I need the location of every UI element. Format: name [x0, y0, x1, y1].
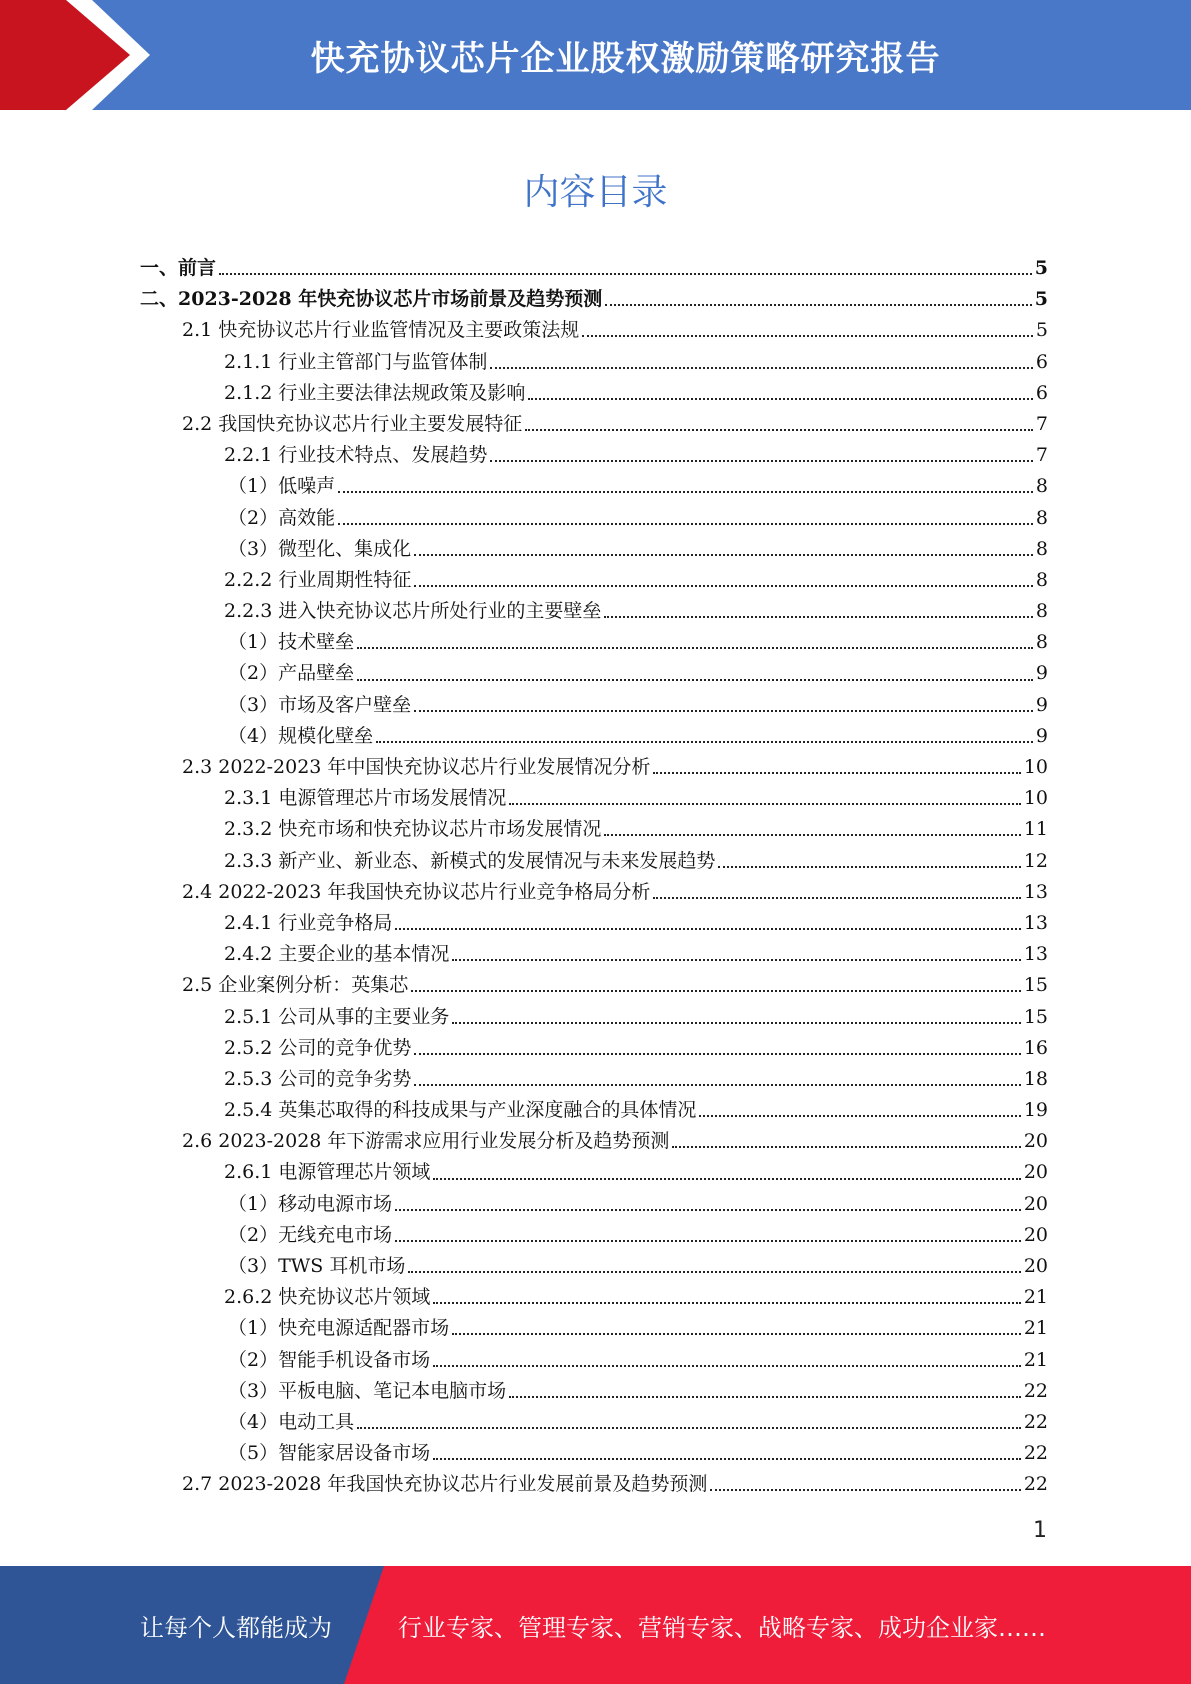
toc-entry-title: 2.3.2 快充市场和快充协议芯片市场发展情况	[224, 818, 602, 841]
toc-leader-dots	[582, 334, 1033, 337]
toc-leader-dots	[433, 1177, 1020, 1180]
toc-entry[interactable]	[140, 1282, 1048, 1313]
toc-entry[interactable]	[140, 378, 1048, 409]
toc-entry-title: 2.1 快充协议芯片行业监管情况及主要政策法规	[182, 319, 580, 342]
toc-entry-title: 2.5.2 公司的竞争优势	[224, 1036, 412, 1059]
toc-entry-page: 15	[1023, 1005, 1048, 1028]
toc-entry-page: 10	[1023, 787, 1048, 810]
toc-leader-dots	[357, 1426, 1021, 1429]
toc-entry[interactable]	[140, 1313, 1048, 1344]
toc-entry-title: 2.1.2 行业主要法律法规政策及影响	[224, 381, 526, 404]
toc-entry-title: （2）高效能	[228, 506, 336, 529]
toc-leader-dots	[490, 459, 1033, 462]
toc-entry[interactable]	[140, 596, 1048, 627]
toc-entry-page: 6	[1035, 350, 1048, 373]
footer-slogan-left: 让每个人都能成为	[140, 1613, 332, 1642]
toc-entry-title: （1）技术壁垒	[228, 631, 355, 654]
toc-entry-title: 2.4.1 行业竞争格局	[224, 911, 393, 934]
toc-entry[interactable]	[140, 315, 1048, 346]
footer-slogan-right: 行业专家、管理专家、营销专家、战略专家、成功企业家……	[398, 1613, 1046, 1642]
toc-leader-dots	[414, 553, 1033, 556]
toc-entry-page: 21	[1023, 1317, 1048, 1340]
toc-entry-page: 8	[1035, 600, 1048, 623]
toc-entry[interactable]	[140, 1157, 1048, 1188]
toc-entry-title: （4）电动工具	[228, 1410, 355, 1433]
toc-entry-title: 2.4 2022-2023 年我国快充协议芯片行业竞争格局分析	[182, 880, 651, 903]
toc-leader-dots	[414, 709, 1033, 712]
toc-leader-dots	[490, 366, 1033, 369]
toc-entry-page: 11	[1023, 818, 1048, 841]
toc-entry[interactable]	[140, 721, 1048, 752]
toc-entry[interactable]	[140, 440, 1048, 471]
toc-leader-dots	[718, 865, 1020, 868]
header-arrow-decoration	[0, 0, 150, 110]
toc-entry[interactable]	[140, 627, 1048, 658]
toc-entry-title: 2.5 企业案例分析：英集芯	[182, 974, 409, 997]
toc-leader-dots	[604, 615, 1033, 618]
toc-leader-dots	[452, 958, 1020, 961]
toc-leader-dots	[395, 1239, 1021, 1242]
toc-entry[interactable]	[140, 658, 1048, 689]
toc-entry-title: 2.6 2023-2028 年下游需求应用行业发展分析及趋势预测	[182, 1130, 670, 1153]
toc-leader-dots	[219, 272, 1032, 275]
toc-leader-dots	[414, 1083, 1020, 1086]
toc-leader-dots	[414, 1052, 1020, 1055]
toc-entry[interactable]	[140, 1126, 1048, 1157]
toc-entry-title: 2.3.1 电源管理芯片市场发展情况	[224, 787, 507, 810]
toc-entry[interactable]	[140, 284, 1048, 315]
toc-leader-dots	[605, 303, 1032, 306]
toc-entry-page: 9	[1035, 662, 1048, 685]
toc-entry[interactable]	[140, 939, 1048, 970]
toc-entry-title: 二、2023-2028 年快充协议芯片市场前景及趋势预测	[140, 288, 603, 311]
toc-entry-title: （3）微型化、集成化	[228, 537, 412, 560]
toc-entry-title: （2）产品壁垒	[228, 662, 355, 685]
toc-entry-page: 15	[1023, 974, 1048, 997]
toc-entry-title: （1）低噪声	[228, 475, 336, 498]
toc-entry-page: 5	[1035, 319, 1048, 342]
toc-entry-page: 22	[1023, 1379, 1048, 1402]
toc-entry-page: 20	[1023, 1255, 1048, 1277]
toc-entry-page: 20	[1023, 1192, 1048, 1215]
toc-leader-dots	[653, 771, 1020, 774]
toc-entry[interactable]	[140, 690, 1048, 721]
toc-entry[interactable]	[140, 1220, 1048, 1251]
toc-entry[interactable]	[140, 752, 1048, 783]
toc-entry-page: 12	[1023, 849, 1048, 872]
toc-entry[interactable]	[140, 1189, 1048, 1220]
toc-entry-page: 8	[1035, 631, 1048, 654]
toc-entry-title: （2）无线充电市场	[228, 1223, 393, 1246]
toc-entry[interactable]	[140, 908, 1048, 939]
toc-entry-page: 22	[1023, 1410, 1048, 1433]
toc-entry[interactable]	[140, 1407, 1048, 1438]
toc-entry-page: 9	[1035, 693, 1048, 716]
toc-entry[interactable]	[140, 1469, 1048, 1500]
toc-entry[interactable]	[140, 877, 1048, 908]
toc-entry[interactable]	[140, 1095, 1048, 1126]
toc-entry-title: （4）规模化壁垒	[228, 724, 374, 747]
toc-entry-page: 13	[1023, 911, 1048, 934]
toc-entry[interactable]	[140, 409, 1048, 440]
toc-leader-dots	[525, 428, 1033, 431]
report-title: 快充协议芯片企业股权激励策略研究报告	[310, 38, 941, 79]
toc-entry-title: （2）智能手机设备市场	[228, 1348, 431, 1371]
toc-entry-title: 2.3 2022-2023 年中国快充协议芯片行业发展情况分析	[182, 756, 651, 778]
toc-entry[interactable]	[140, 347, 1048, 378]
toc-entry-page: 8	[1035, 475, 1048, 498]
toc-leader-dots	[509, 1395, 1021, 1398]
toc-leader-dots	[338, 490, 1033, 493]
toc-entry-title: 2.3.3 新产业、新业态、新模式的发展情况与未来发展趋势	[224, 849, 716, 872]
toc-entry-page: 13	[1023, 880, 1048, 903]
toc-entry[interactable]	[140, 814, 1048, 845]
toc-entry-page: 8	[1035, 537, 1048, 560]
toc-leader-dots	[653, 896, 1020, 899]
toc-entry-title: 2.4.2 主要企业的基本情况	[224, 943, 450, 966]
toc-entry-page: 21	[1023, 1348, 1048, 1371]
toc-leader-dots	[338, 522, 1033, 525]
toc-entry-page: 19	[1023, 1099, 1048, 1122]
toc-leader-dots	[376, 740, 1033, 743]
toc-entry[interactable]	[140, 534, 1048, 565]
toc-leader-dots	[433, 1457, 1021, 1460]
toc-entry-title: 2.1.1 行业主管部门与监管体制	[224, 350, 488, 373]
toc-entry[interactable]	[140, 253, 1048, 284]
toc-entry-page: 8	[1035, 506, 1048, 529]
toc-leader-dots	[672, 1145, 1020, 1148]
toc-entry-title: （3）市场及客户壁垒	[228, 693, 412, 716]
toc-entry-page: 18	[1023, 1067, 1048, 1090]
toc-entry[interactable]	[140, 1376, 1048, 1407]
toc-entry-page: 7	[1035, 444, 1048, 467]
toc-entry-page: 20	[1023, 1161, 1048, 1184]
toc-entry-page: 21	[1023, 1286, 1048, 1309]
toc-entry-title: （1）快充电源适配器市场	[228, 1317, 450, 1340]
toc-leader-dots	[411, 989, 1021, 992]
toc-entry-title: 2.2.3 进入快充协议芯片所处行业的主要壁垒	[224, 600, 602, 623]
toc-leader-dots	[452, 1021, 1020, 1024]
toc-entry-title: 2.2 我国快充协议芯片行业主要发展特征	[182, 412, 523, 435]
toc-entry-title: （3）平板电脑、笔记本电脑市场	[228, 1379, 507, 1402]
toc-entry-title: （5）智能家居设备市场	[228, 1442, 431, 1465]
toc-leader-dots	[710, 1488, 1020, 1491]
toc-entry-page: 20	[1023, 1130, 1048, 1153]
toc-entry-page: 8	[1035, 568, 1048, 591]
toc-entry-title: 2.5.3 公司的竞争劣势	[224, 1067, 412, 1090]
toc-entry[interactable]	[140, 1002, 1048, 1033]
toc-leader-dots	[357, 646, 1033, 649]
toc-leader-dots	[604, 833, 1020, 836]
toc-entry-title: 2.6.2 快充协议芯片领域	[224, 1286, 431, 1309]
page-number: 1	[1033, 1518, 1047, 1543]
toc-entry[interactable]	[140, 1251, 1048, 1282]
toc-entry-page: 7	[1035, 412, 1048, 435]
toc-entry-page: 22	[1023, 1473, 1048, 1496]
toc-entry-title: 2.2.1 行业技术特点、发展趋势	[224, 444, 488, 467]
toc-leader-dots	[452, 1332, 1021, 1335]
toc-leader-dots	[357, 678, 1033, 681]
toc-entry-page: 16	[1023, 1036, 1048, 1059]
toc-leader-dots	[395, 1208, 1021, 1211]
toc-entry[interactable]	[140, 503, 1048, 534]
toc-heading: 内容目录	[523, 172, 668, 213]
toc-entry-title: （3）TWS 耳机市场	[228, 1255, 406, 1277]
toc-leader-dots	[509, 802, 1020, 805]
toc-entry-page: 10	[1023, 756, 1048, 778]
toc-entry-page: 5	[1034, 288, 1048, 311]
toc-leader-dots	[433, 1364, 1021, 1367]
toc-entry-title: 2.6.1 电源管理芯片领域	[224, 1161, 431, 1184]
toc-entry[interactable]	[140, 783, 1048, 814]
toc-entry[interactable]	[140, 1064, 1048, 1095]
toc-entry-title: 一、前言	[140, 257, 217, 279]
toc-entry-title: 2.2.2 行业周期性特征	[224, 568, 412, 591]
toc-entry[interactable]	[140, 846, 1048, 877]
toc-entry-page: 5	[1034, 257, 1048, 279]
toc-entry[interactable]	[140, 471, 1048, 502]
toc-leader-dots	[414, 584, 1033, 587]
toc-entry[interactable]	[140, 1033, 1048, 1064]
toc-entry-title: （1）移动电源市场	[228, 1192, 393, 1215]
toc-entry-page: 22	[1023, 1442, 1048, 1465]
footer-banner	[0, 1566, 1191, 1684]
toc-entry[interactable]	[140, 1345, 1048, 1376]
toc-leader-dots	[433, 1301, 1020, 1304]
toc-leader-dots	[395, 927, 1020, 930]
toc-leader-dots	[528, 397, 1033, 400]
toc-leader-dots	[699, 1114, 1020, 1117]
toc-entry-page: 9	[1035, 724, 1048, 747]
toc-entry[interactable]	[140, 565, 1048, 596]
table-of-contents	[140, 253, 1048, 1501]
toc-leader-dots	[408, 1270, 1020, 1273]
toc-entry-title: 2.5.1 公司从事的主要业务	[224, 1005, 450, 1028]
toc-entry-page: 13	[1023, 943, 1048, 966]
toc-entry-page: 20	[1023, 1223, 1048, 1246]
toc-entry-title: 2.5.4 英集芯取得的科技成果与产业深度融合的具体情况	[224, 1099, 697, 1122]
toc-entry-page: 6	[1035, 381, 1048, 404]
toc-entry[interactable]	[140, 970, 1048, 1001]
toc-entry-title: 2.7 2023-2028 年我国快充协议芯片行业发展前景及趋势预测	[182, 1473, 708, 1496]
toc-entry[interactable]	[140, 1438, 1048, 1469]
header-banner	[0, 0, 1191, 110]
